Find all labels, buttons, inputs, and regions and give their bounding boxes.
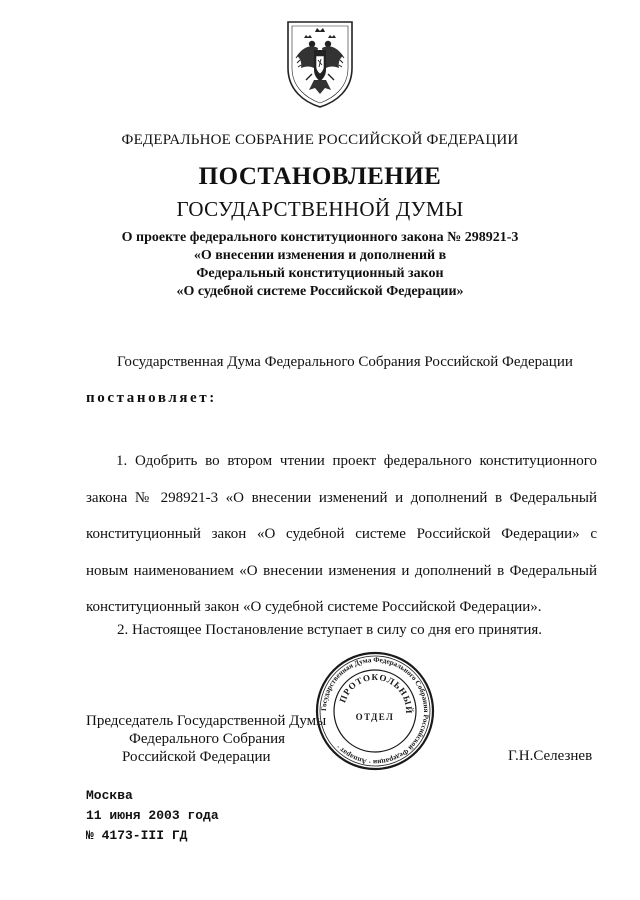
document-subject [0,229,640,301]
official-stamp [314,650,436,772]
document-number: № 4173-III ГД [86,828,188,843]
issuing-body-heading: ГОСУДАРСТВЕННОЙ ДУМЫ [176,197,464,221]
resolution-item-2: 2. Настоящее Постановление вступает в силу со дня его принятия. [117,622,543,638]
subject-line: О проекте федерального конституционного закона № 298921-3 [121,230,519,245]
subject-line: «О внесении изменения и дополнений в [193,248,447,263]
resolves-word: постановляет: [86,390,217,406]
date-of-signing: 11 июня 2003 года [86,808,219,823]
signatory-name: Г.Н.Селезнев [508,748,593,764]
stamp-inner-text: ПРОТОКОЛЬНЫЙ [337,671,415,715]
document-type-heading: ПОСТАНОВЛЕНИЕ [198,163,442,190]
subject-line: «О судебной системе Российской Федерации» [176,284,464,299]
stamp-outer-text: Государственная Дума Федерального Собрания Российской Федерации · Аппарат · [319,655,431,767]
signatory-title [86,712,326,766]
item-1-line: конституционный закон «О судебной системе Российской Федерации» с [86,526,597,542]
signatory-title-line: Председатель Государственной Думы [86,713,327,729]
intro-paragraph: Государственная Дума Федерального Собрания Российской Федерации [117,354,573,370]
coat-of-arms-icon [282,18,358,110]
signatory-title-line: Федерального Собрания [129,731,286,747]
item-1-line: конституционный закон «О судебной системе Российской Федерации». [86,599,542,615]
svg-text:ПРОТОКОЛЬНЫЙ [337,672,414,714]
parliament-name: ФЕДЕРАЛЬНОЕ СОБРАНИЕ РОССИЙСКОЙ ФЕДЕРАЦИИ [121,132,519,148]
resolution-item-1 [86,443,597,626]
subject-line: Федеральный конституционный закон [196,266,444,281]
signatory-title-line: Российской Федерации [122,749,271,765]
item-1-line: 1. Одобрить во втором чтении проект федерального конституционного [116,453,597,469]
stamp-center-text: ОТДЕЛ [355,712,395,722]
item-1-line: новым наименованием «О внесении изменения и дополнений в Федеральный [86,562,597,579]
place-of-signing: Москва [86,788,133,803]
item-1-line: закона № 298921-3 «О внесении изменений и дополнений в Федеральный [86,489,597,506]
document-footer [86,786,219,846]
